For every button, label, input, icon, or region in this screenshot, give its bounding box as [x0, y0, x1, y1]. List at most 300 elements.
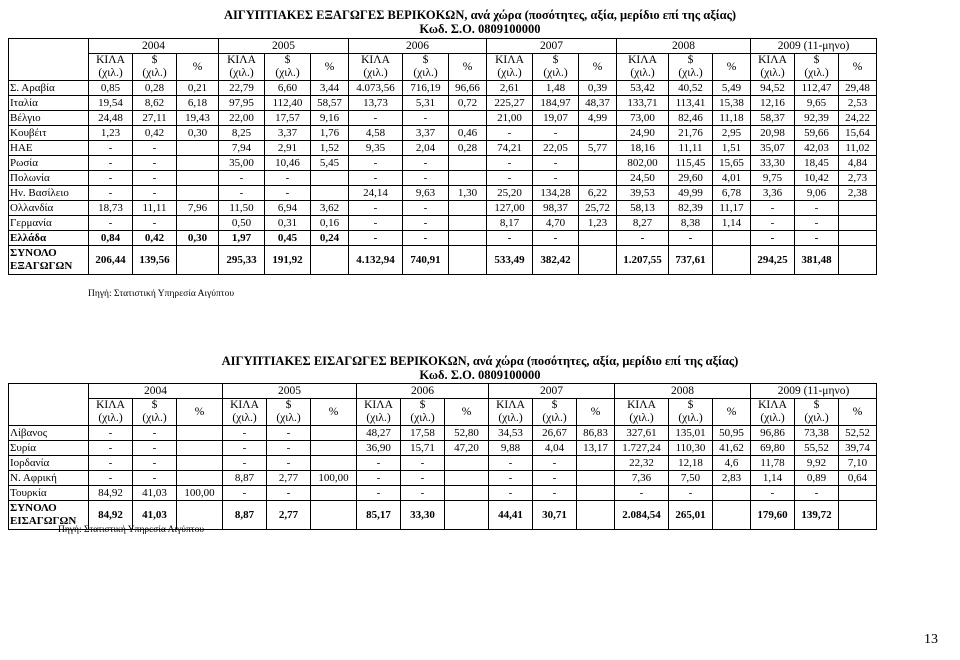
value-cell: 36,90 — [357, 441, 401, 456]
total-value-cell: 85,17 — [357, 501, 401, 530]
kila-label: ΚΙΛΑ — [361, 54, 390, 66]
total-value-cell: 294,25 — [751, 246, 795, 275]
value-cell: 24,50 — [617, 171, 669, 186]
value-cell: 4,99 — [579, 111, 617, 126]
kila-label: ΚΙΛΑ — [96, 54, 125, 66]
value-cell — [577, 471, 615, 486]
dollar-header — [669, 399, 713, 426]
value-cell: 8,62 — [133, 96, 177, 111]
total-value-cell: 41,03 — [133, 501, 177, 530]
value-cell: - — [533, 171, 579, 186]
value-cell: 0,28 — [449, 141, 487, 156]
table-row — [9, 171, 877, 186]
value-cell: 13,73 — [349, 96, 403, 111]
value-cell: 92,39 — [795, 111, 839, 126]
value-cell: 0,50 — [219, 216, 265, 231]
value-cell: 1,14 — [751, 471, 795, 486]
value-cell: - — [219, 186, 265, 201]
value-cell: 135,01 — [669, 426, 713, 441]
total-value-cell — [713, 501, 751, 530]
value-cell: 9,16 — [311, 111, 349, 126]
corner-cell — [9, 384, 89, 426]
value-cell: 74,21 — [487, 141, 533, 156]
value-cell: 0,45 — [265, 231, 311, 246]
export-title-text: ΑΙΓΥΠΤΙΑΚΕΣ ΕΞΑΓΩΓΕΣ ΒΕΡΙΚΟΚΩΝ, ανά χώρα (ποσότητες, αξία, μερίδιο επί της αξίας) — [223, 8, 737, 22]
dollar-header — [133, 399, 177, 426]
total-value-cell: 737,61 — [669, 246, 713, 275]
value-cell: - — [223, 426, 267, 441]
value-cell: - — [133, 186, 177, 201]
dollar-label: $ — [551, 399, 558, 411]
value-cell: - — [133, 156, 177, 171]
table-row — [9, 186, 877, 201]
value-cell: - — [89, 156, 133, 171]
import-code: Κωδ. Σ.Ο. 0809100000 — [419, 368, 541, 382]
value-cell: 39,74 — [839, 441, 877, 456]
value-cell: - — [533, 471, 577, 486]
value-cell: 13,17 — [577, 441, 615, 456]
total-value-cell: 84,92 — [89, 501, 133, 530]
dollar-label: $ — [151, 54, 158, 66]
dollar-header — [795, 54, 839, 81]
value-cell: 24,90 — [617, 126, 669, 141]
value-cell: 7,10 — [839, 456, 877, 471]
value-cell: - — [487, 231, 533, 246]
kila-header — [223, 399, 267, 426]
value-cell: 21,00 — [487, 111, 533, 126]
value-cell: 2,53 — [839, 96, 877, 111]
dollar-header — [533, 399, 577, 426]
value-cell: - — [349, 171, 403, 186]
total-value-cell: 1.207,55 — [617, 246, 669, 275]
value-cell: 18,73 — [89, 201, 133, 216]
total-value-cell — [449, 246, 487, 275]
value-cell: 22,32 — [615, 456, 669, 471]
country-cell: Ιταλία — [9, 96, 89, 111]
kila-label: ΚΙΛΑ — [230, 399, 259, 411]
value-cell — [445, 486, 489, 501]
value-cell: - — [265, 186, 311, 201]
value-cell: 41,62 — [713, 441, 751, 456]
value-cell — [177, 171, 219, 186]
table-row — [9, 456, 877, 471]
dollar-label: $ — [552, 54, 559, 66]
value-cell: 18,16 — [617, 141, 669, 156]
value-cell: 2,38 — [839, 186, 877, 201]
value-cell: 0,24 — [311, 231, 349, 246]
kila-label: ΚΙΛΑ — [227, 54, 256, 66]
value-cell — [311, 486, 357, 501]
value-cell: 1,51 — [713, 141, 751, 156]
column-header-row — [9, 54, 877, 81]
value-cell — [839, 231, 877, 246]
value-cell: 18,45 — [795, 156, 839, 171]
year-header: 2004 — [89, 384, 223, 399]
dollar-label: $ — [419, 399, 426, 411]
value-cell: 58,57 — [311, 96, 349, 111]
value-cell: 7,94 — [219, 141, 265, 156]
value-cell: 1,76 — [311, 126, 349, 141]
import-title-text: ΑΙΓΥΠΤΙΑΚΕΣ ΕΙΣΑΓΩΓΕΣ ΒΕΡΙΚΟΚΩΝ, ανά χώρα (ποσότητες, αξία, μερίδιο επί της αξίας) — [221, 354, 739, 368]
value-cell: 0,39 — [579, 81, 617, 96]
value-cell: 11,18 — [713, 111, 751, 126]
kila-header — [489, 399, 533, 426]
value-cell: 115,45 — [669, 156, 713, 171]
pct-header: % — [311, 54, 349, 81]
value-cell: 22,05 — [533, 141, 579, 156]
value-cell: 58,37 — [751, 111, 795, 126]
value-cell: 100,00 — [311, 471, 357, 486]
pct-header: % — [839, 54, 877, 81]
value-cell: 19,54 — [89, 96, 133, 111]
country-cell: Ελλάδα — [9, 231, 89, 246]
unit-label: (χιλ.) — [98, 67, 123, 79]
dollar-label: $ — [284, 54, 291, 66]
value-cell: - — [267, 486, 311, 501]
value-cell: - — [349, 216, 403, 231]
value-cell — [579, 126, 617, 141]
total-value-cell: 381,48 — [795, 246, 839, 275]
value-cell: 3,44 — [311, 81, 349, 96]
value-cell: 73,00 — [617, 111, 669, 126]
table-row — [9, 111, 877, 126]
value-cell: - — [89, 186, 133, 201]
value-cell: - — [133, 141, 177, 156]
unit-label: (χιλ.) — [543, 67, 568, 79]
unit-label: (χιλ.) — [366, 412, 391, 424]
value-cell: 2,73 — [839, 171, 877, 186]
value-cell: 49,99 — [669, 186, 713, 201]
value-cell — [449, 171, 487, 186]
value-cell: 50,95 — [713, 426, 751, 441]
value-cell: - — [533, 126, 579, 141]
dollar-label: $ — [285, 399, 292, 411]
import-table-block — [8, 383, 877, 530]
value-cell — [449, 231, 487, 246]
pct-header: % — [839, 399, 877, 426]
table-row — [9, 96, 877, 111]
value-cell: 55,52 — [795, 441, 839, 456]
value-cell: 9,75 — [751, 171, 795, 186]
value-cell: - — [349, 111, 403, 126]
value-cell: 11,11 — [133, 201, 177, 216]
value-cell: 47,20 — [445, 441, 489, 456]
kila-header — [357, 399, 401, 426]
pct-header: % — [579, 54, 617, 81]
value-cell: 25,72 — [579, 201, 617, 216]
kila-header — [615, 399, 669, 426]
value-cell: - — [89, 441, 133, 456]
pct-header: % — [311, 399, 357, 426]
value-cell: 4,01 — [713, 171, 751, 186]
value-cell: 0,84 — [89, 231, 133, 246]
total-value-cell — [839, 246, 877, 275]
table-row — [9, 141, 877, 156]
value-cell: 42,03 — [795, 141, 839, 156]
dollar-label: $ — [813, 54, 820, 66]
total-value-cell — [311, 501, 357, 530]
value-cell: 19,07 — [533, 111, 579, 126]
value-cell: 17,57 — [265, 111, 311, 126]
value-cell: 7,96 — [177, 201, 219, 216]
value-cell: 8,17 — [487, 216, 533, 231]
country-cell: Σ. Αραβία — [9, 81, 89, 96]
value-cell: 86,83 — [577, 426, 615, 441]
value-cell — [445, 471, 489, 486]
value-cell: 3,37 — [265, 126, 311, 141]
kila-header — [751, 54, 795, 81]
value-cell: 112,47 — [795, 81, 839, 96]
dollar-header — [133, 54, 177, 81]
value-cell: 0,21 — [177, 81, 219, 96]
value-cell — [449, 111, 487, 126]
kila-label: ΚΙΛΑ — [364, 399, 393, 411]
kila-header — [617, 54, 669, 81]
country-cell: Τουρκία — [9, 486, 89, 501]
value-cell: 11,02 — [839, 141, 877, 156]
value-cell: 0,30 — [177, 231, 219, 246]
value-cell: 2,77 — [267, 471, 311, 486]
value-cell: - — [349, 156, 403, 171]
dollar-header — [533, 54, 579, 81]
year-header: 2009 (11-μηνο) — [751, 384, 877, 399]
value-cell: - — [357, 456, 401, 471]
value-cell: - — [401, 471, 445, 486]
value-cell: - — [89, 216, 133, 231]
value-cell: - — [795, 486, 839, 501]
dollar-header — [669, 54, 713, 81]
export-table-block — [8, 38, 877, 275]
value-cell — [713, 486, 751, 501]
value-cell: - — [349, 201, 403, 216]
value-cell: 59,66 — [795, 126, 839, 141]
value-cell: 2,04 — [403, 141, 449, 156]
country-cell: Ην. Βασίλειο — [9, 186, 89, 201]
value-cell — [177, 186, 219, 201]
value-cell: 15,38 — [713, 96, 751, 111]
total-value-cell: 2,77 — [267, 501, 311, 530]
value-cell: 69,80 — [751, 441, 795, 456]
value-cell: 35,00 — [219, 156, 265, 171]
dollar-header — [267, 399, 311, 426]
value-cell: - — [751, 231, 795, 246]
value-cell: 11,50 — [219, 201, 265, 216]
table-row — [9, 486, 877, 501]
value-cell: 11,11 — [669, 141, 713, 156]
export-code: Κωδ. Σ.Ο. 0809100000 — [419, 22, 541, 36]
value-cell: 40,52 — [669, 81, 713, 96]
unit-label: (χιλ.) — [498, 412, 523, 424]
table-row — [9, 426, 877, 441]
import-source: Πηγή: Στατιστική Υπηρεσία Αιγύπτου — [58, 525, 205, 535]
value-cell: 10,42 — [795, 171, 839, 186]
dollar-label: $ — [151, 399, 158, 411]
value-cell: 39,53 — [617, 186, 669, 201]
country-cell: Ρωσία — [9, 156, 89, 171]
dollar-header — [401, 399, 445, 426]
value-cell — [579, 171, 617, 186]
value-cell: - — [617, 231, 669, 246]
country-cell: Λίβανος — [9, 426, 89, 441]
value-cell: - — [403, 156, 449, 171]
value-cell — [311, 456, 357, 471]
country-cell: Ολλανδία — [9, 201, 89, 216]
value-cell: 4,70 — [533, 216, 579, 231]
value-cell: 22,00 — [219, 111, 265, 126]
kila-header — [487, 54, 533, 81]
value-cell: 98,37 — [533, 201, 579, 216]
unit-label: (χιλ.) — [804, 67, 829, 79]
table-row — [9, 441, 877, 456]
value-cell: 94,52 — [751, 81, 795, 96]
country-cell: Ιορδανία — [9, 456, 89, 471]
value-cell — [839, 201, 877, 216]
table-row — [9, 156, 877, 171]
value-cell: 0,42 — [133, 231, 177, 246]
value-cell: 24,48 — [89, 111, 133, 126]
value-cell: 41,03 — [133, 486, 177, 501]
value-cell — [311, 171, 349, 186]
value-cell: 12,16 — [751, 96, 795, 111]
column-header-row — [9, 399, 877, 426]
value-cell: - — [403, 171, 449, 186]
kila-label: ΚΙΛΑ — [96, 399, 125, 411]
year-header: 2009 (11-μηνο) — [751, 39, 877, 54]
value-cell: - — [267, 441, 311, 456]
table-row — [9, 471, 877, 486]
country-cell: Γερμανία — [9, 216, 89, 231]
value-cell: 4,04 — [533, 441, 577, 456]
unit-label: (χιλ.) — [142, 67, 167, 79]
unit-label: (χιλ.) — [678, 412, 703, 424]
value-cell — [177, 426, 223, 441]
kila-header — [89, 54, 133, 81]
value-cell: 716,19 — [403, 81, 449, 96]
total-value-cell: 30,71 — [533, 501, 577, 530]
value-cell: - — [533, 486, 577, 501]
kila-header — [219, 54, 265, 81]
unit-label: (χιλ.) — [678, 67, 703, 79]
value-cell: 2,83 — [713, 471, 751, 486]
country-cell: Πολωνία — [9, 171, 89, 186]
value-cell: 29,48 — [839, 81, 877, 96]
value-cell: 225,27 — [487, 96, 533, 111]
total-value-cell — [177, 246, 219, 275]
total-value-cell: 740,91 — [403, 246, 449, 275]
value-cell: - — [89, 471, 133, 486]
value-cell: 52,52 — [839, 426, 877, 441]
pct-header: % — [177, 54, 219, 81]
value-cell: 35,07 — [751, 141, 795, 156]
total-value-cell: 533,49 — [487, 246, 533, 275]
value-cell: - — [223, 486, 267, 501]
kila-label: ΚΙΛΑ — [627, 399, 656, 411]
value-cell: 7,36 — [615, 471, 669, 486]
value-cell: 84,92 — [89, 486, 133, 501]
country-cell: Κουβέιτ — [9, 126, 89, 141]
total-value-cell — [713, 246, 751, 275]
value-cell: - — [669, 486, 713, 501]
value-cell: 27,11 — [133, 111, 177, 126]
value-cell: - — [487, 126, 533, 141]
year-header: 2007 — [489, 384, 615, 399]
value-cell: 96,86 — [751, 426, 795, 441]
table-row — [9, 201, 877, 216]
country-cell: ΗΑΕ — [9, 141, 89, 156]
value-cell: 7,50 — [669, 471, 713, 486]
value-cell — [311, 426, 357, 441]
value-cell: 9,63 — [403, 186, 449, 201]
export-title — [0, 8, 960, 36]
value-cell: - — [401, 456, 445, 471]
value-cell — [177, 456, 223, 471]
export-table — [8, 38, 877, 275]
value-cell: 19,43 — [177, 111, 219, 126]
value-cell: - — [133, 471, 177, 486]
total-value-cell — [577, 501, 615, 530]
value-cell: - — [133, 441, 177, 456]
value-cell: - — [403, 216, 449, 231]
value-cell: 0,42 — [133, 126, 177, 141]
value-cell: - — [265, 171, 311, 186]
value-cell: - — [89, 141, 133, 156]
unit-label: (χιλ.) — [142, 412, 167, 424]
value-cell: 29,60 — [669, 171, 713, 186]
kila-label: ΚΙΛΑ — [496, 399, 525, 411]
table-row — [9, 216, 877, 231]
value-cell: 2,95 — [713, 126, 751, 141]
value-cell: - — [89, 171, 133, 186]
value-cell: 9,06 — [795, 186, 839, 201]
value-cell: 1.727,24 — [615, 441, 669, 456]
value-cell: 15,71 — [401, 441, 445, 456]
dollar-label: $ — [813, 399, 820, 411]
value-cell — [177, 441, 223, 456]
value-cell: - — [669, 231, 713, 246]
kila-header — [349, 54, 403, 81]
year-header: 2006 — [349, 39, 487, 54]
value-cell: 184,97 — [533, 96, 579, 111]
value-cell: - — [357, 471, 401, 486]
value-cell — [449, 216, 487, 231]
value-cell — [713, 231, 751, 246]
value-cell: 82,39 — [669, 201, 713, 216]
value-cell: 1,48 — [533, 81, 579, 96]
unit-label: (χιλ.) — [232, 412, 257, 424]
total-value-cell: 4.132,94 — [349, 246, 403, 275]
value-cell: 6,60 — [265, 81, 311, 96]
value-cell: 0,16 — [311, 216, 349, 231]
unit-label: (χιλ.) — [630, 67, 655, 79]
value-cell: - — [267, 426, 311, 441]
value-cell: - — [487, 171, 533, 186]
value-cell — [839, 216, 877, 231]
value-cell: - — [795, 231, 839, 246]
value-cell — [839, 486, 877, 501]
value-cell: 34,53 — [489, 426, 533, 441]
value-cell: 2,61 — [487, 81, 533, 96]
value-cell: 9,65 — [795, 96, 839, 111]
value-cell: - — [403, 231, 449, 246]
total-label: ΣΥΝΟΛΟ ΕΙΣΑΓΩΓΩΝ — [9, 501, 89, 530]
value-cell — [177, 156, 219, 171]
value-cell: 11,78 — [751, 456, 795, 471]
value-cell: 112,40 — [265, 96, 311, 111]
value-cell: 8,25 — [219, 126, 265, 141]
value-cell: - — [795, 201, 839, 216]
country-cell: Συρία — [9, 441, 89, 456]
value-cell: 97,95 — [219, 96, 265, 111]
